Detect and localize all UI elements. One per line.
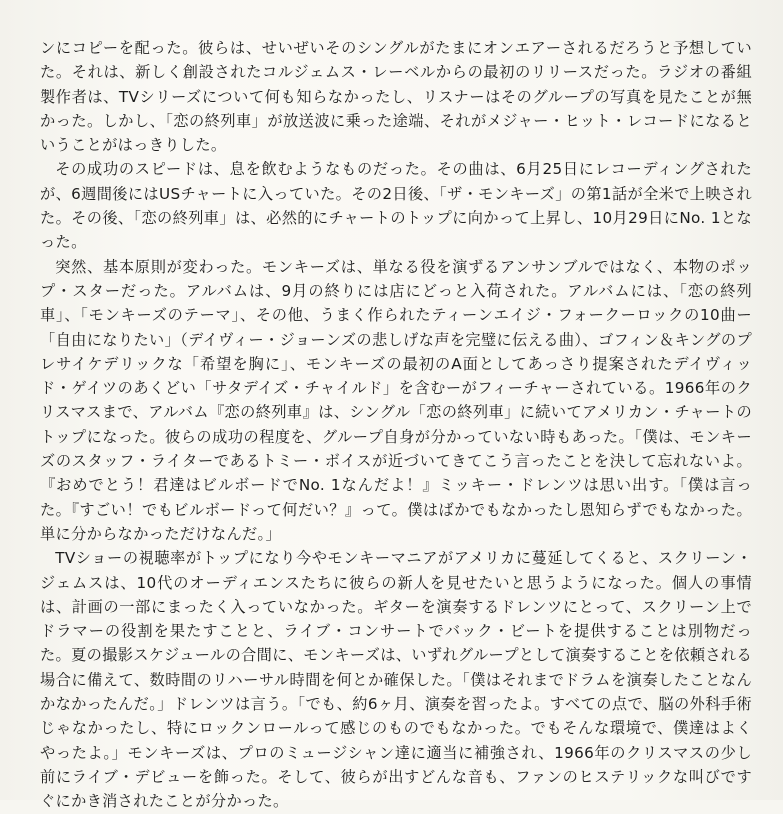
body-text [40, 36, 752, 814]
paragraph-3: 突然、基本原則が変わった。モンキーズは、単なる役を演ずるアンサンブルではなく、本物のポップ・スターだった。アルバムは、9月の終りには店にどっと入荷された。アルバムには、「恋の終列車」、「モンキーズのテーマ」、その他、うまく作られたティーンエイジ・フォークーロックの10曲ー「自由になりたい」（デイヴィー・ジョーンズの悲しげな声を完璧に伝える曲）、ゴフィン＆キングのプレサイケデリックな「希望を胸に」、モンキーズの最初のA面としてあっさり提案されたデイヴィッド・ゲイツのあくどい「サタデイズ・チャイルド」を含むーがフィーチャーされている。1966年のクリスマスまで、アルバム『恋の終列車』は、シングル「恋の終列車」に続いてアメリカン・チャートのトップになった。彼らの成功の程度を、グループ自身が分かっていない時もあった。「僕は、モンキーズのスタッフ・ライターであるトミー・ボイスが近づいてきてこう言ったことを決して忘れないよ。『おめでとう！君達はビルボードでNo. 1なんだよ！』ミッキー・ドレンツは思い出す。「僕は言った。『すごい！でもビルボードって何だい？』って。僕はばかでもなかったし恩知らずでもなかった。単に分からなかっただけなんだ。」 [40, 257, 752, 543]
paragraph-4: TVショーの視聴率がトップになり今やモンキーマニアがアメリカに蔓延してくると、スクリーン・ジェムスは、10代のオーディエンスたちに彼らの新人を見せたいと思うようになった。個人の事情は、計画の一部にまったく入っていなかった。ギターを演奏するドレンツにとって、スクリーン上でドラマーの役割を果たすことと、ライブ・コンサートでバック・ビートを提供することは別物だった。夏の撮影スケジュールの合間に、モンキーズは、いずれグループとして演奏することを依頼される場合に備えて、数時間のリハーサル時間を何とか確保した。「僕はそれまでドラムを演奏したことなんかなかったんだ。」ドレンツは言う。「でも、約6ヶ月、演奏を習ったよ。すべての点で、脳の外科手術じゃなかったし、特にロックンロールって感じのものでもなかった。でもそんな環境で、僕達はよくやったよ。」モンキーズは、プロのミュージシャン達に適当に補強され、1966年のクリスマスの少し前にライブ・デビューを飾った。そして、彼らが出すどんな音も、ファンのヒステリックな叫びですぐにかき消されたことが分かった。 [40, 549, 752, 811]
paragraph-2: その成功のスピードは、息を飲むようなものだった。その曲は、6月25日にレコーディングされたが、6週間後にはUSチャートに入っていた。その2日後、「ザ・モンキーズ」の第1話が全米で上映された。その後、「恋の終列車」は、必然的にチャートのトップに向かって上昇し、10月29日にNo. 1となった。 [40, 160, 752, 252]
paragraph-1: ンにコピーを配った。彼らは、せいぜいそのシングルがたまにオンエアーされるだろうと予想していた。それは、新しく創設されたコルジェムス・レーベルからの最初のリリースだった。ラジオの番組製作者は、TVシリーズについて何も知らなかったし、リスナーはそのグループの写真を見たことが無かった。しかし、「恋の終列車」が放送波に乗った途端、それがメジャー・ヒット・レコードになるということがはっきりした。 [40, 39, 752, 155]
